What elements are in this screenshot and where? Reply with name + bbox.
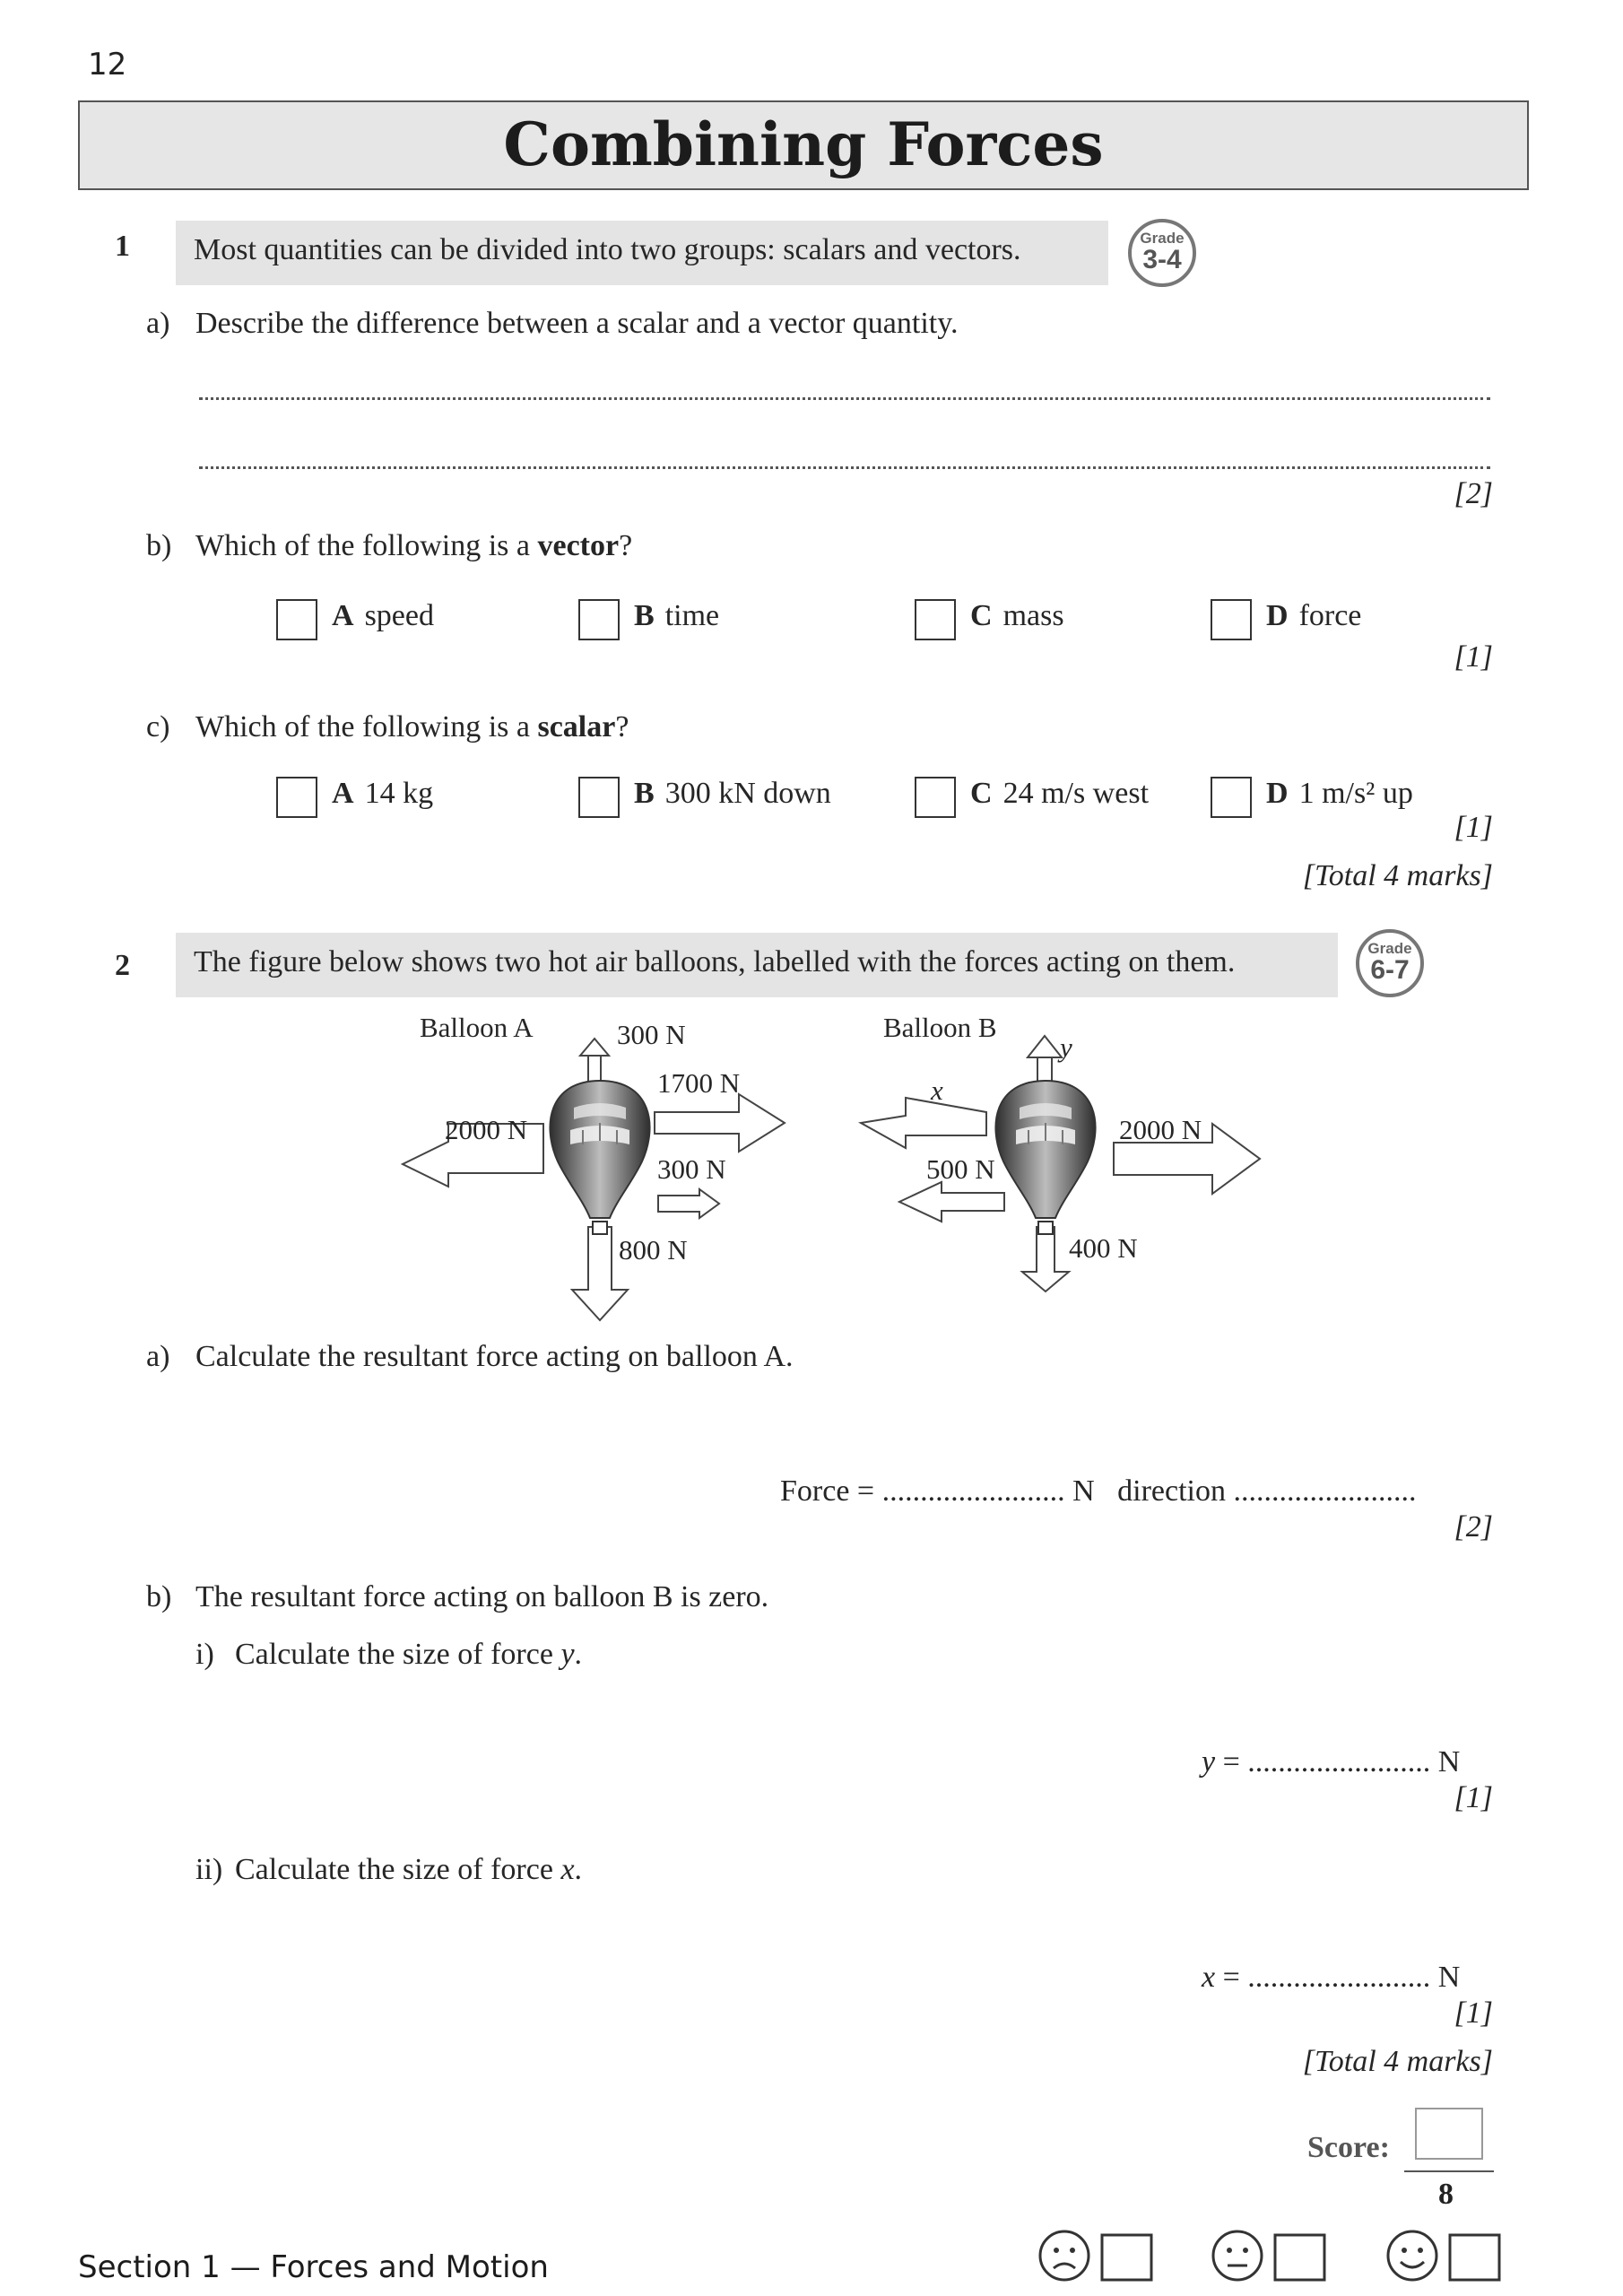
balloon-b-title: Balloon B xyxy=(883,1012,997,1043)
question-2-stem: The figure below shows two hot air balloons, labelled with the forces acting on them. xyxy=(176,933,1338,997)
option-text: 1 m/s² up xyxy=(1298,777,1413,810)
option-letter: C xyxy=(970,777,993,810)
q2a-marks: [2] xyxy=(1454,1510,1493,1544)
q1c-option-a xyxy=(332,777,433,811)
page-title: Combining Forces xyxy=(503,109,1104,179)
balloon-a-right-small-force: 300 N xyxy=(657,1153,726,1185)
answer-dots: ........................ xyxy=(1247,1745,1431,1779)
neutral-face-checkbox xyxy=(1275,2235,1324,2280)
option-letter: D xyxy=(1266,777,1289,810)
balloon-a-title: Balloon A xyxy=(420,1012,534,1043)
balloon-a-left-force: 2000 N xyxy=(445,1114,528,1145)
q1b-label: b) xyxy=(146,529,172,562)
page-number: 12 xyxy=(88,47,127,83)
sad-face-icon xyxy=(1040,2231,1089,2280)
option-letter: D xyxy=(1266,599,1289,632)
answer-line-2[interactable] xyxy=(199,466,1490,469)
answer-var: y xyxy=(1202,1745,1216,1779)
q1a-marks: [2] xyxy=(1454,477,1493,510)
arrow-up-y-head xyxy=(1028,1036,1062,1057)
q1a-label: a) xyxy=(146,307,170,340)
answer-eq: = xyxy=(1215,1745,1248,1779)
q1b-option-c xyxy=(970,599,1064,633)
q1c-option-d-checkbox[interactable] xyxy=(1211,777,1252,818)
option-text: time xyxy=(664,599,720,632)
happy-face-icon xyxy=(1388,2231,1436,2280)
q1c-option-b-checkbox[interactable] xyxy=(578,777,620,818)
q2b-i-marks: [1] xyxy=(1454,1781,1493,1814)
option-text: speed xyxy=(364,599,434,632)
q1b-option-c-checkbox[interactable] xyxy=(915,599,956,640)
q2b-i-label: i) xyxy=(195,1638,214,1671)
balloon-b-left-small-force: 500 N xyxy=(926,1153,995,1185)
q2a-text: Calculate the resultant force acting on balloon A. xyxy=(195,1340,794,1373)
q1c-option-d xyxy=(1266,777,1413,811)
q2b-ii-question xyxy=(235,1853,582,1887)
question-1-number: 1 xyxy=(115,230,130,263)
q1-total-marks: [Total 4 marks] xyxy=(1302,859,1493,892)
option-letter: A xyxy=(332,777,354,810)
arrow-right-300n xyxy=(658,1189,719,1218)
balloon-b-down-force: 400 N xyxy=(1069,1232,1138,1264)
confidence-rating xyxy=(1036,2224,1502,2287)
q1c-text-pre: Which of the following is a xyxy=(195,710,538,744)
neutral-face-icon xyxy=(1213,2231,1262,2280)
grade-label: Grade xyxy=(1367,940,1412,957)
force-label: Force = xyxy=(780,1474,882,1508)
q1c-option-b xyxy=(634,777,831,811)
score-label: Score: xyxy=(1307,2131,1390,2164)
q2b-label: b) xyxy=(146,1580,172,1613)
answer-unit: N xyxy=(1430,1745,1461,1779)
balloon-b-up-force: y xyxy=(1060,1031,1072,1063)
option-text: 300 kN down xyxy=(664,777,831,810)
option-letter: C xyxy=(970,599,993,632)
q1b-option-d xyxy=(1266,599,1361,633)
balloon-b-image xyxy=(995,1081,1095,1234)
force-unit: N xyxy=(1072,1474,1095,1508)
grade-label: Grade xyxy=(1140,230,1185,247)
answer-var: x xyxy=(1202,1961,1216,1994)
q1b-option-b-checkbox[interactable] xyxy=(578,599,620,640)
answer-line-1[interactable] xyxy=(199,397,1490,400)
option-text: force xyxy=(1298,599,1362,632)
option-letter: B xyxy=(634,777,655,810)
option-text: 24 m/s west xyxy=(1002,777,1150,810)
q1c-keyword: scalar xyxy=(537,710,616,744)
score-box[interactable] xyxy=(1415,2108,1483,2160)
balloon-b-right-force: 2000 N xyxy=(1119,1114,1202,1145)
q2b-ii-text-pre: Calculate the size of force xyxy=(235,1853,561,1886)
grade-range: 6-7 xyxy=(1370,955,1410,985)
q2b-ii-var: x xyxy=(560,1853,575,1886)
grade-range: 3-4 xyxy=(1142,245,1182,274)
answer-unit: N xyxy=(1430,1961,1461,1994)
q2b-ii-marks: [1] xyxy=(1454,1996,1493,2030)
q1b-option-d-checkbox[interactable] xyxy=(1211,599,1252,640)
balloon-a-right-large-force: 1700 N xyxy=(657,1067,741,1099)
score-divider xyxy=(1404,2170,1494,2172)
arrow-down-400n xyxy=(1022,1227,1069,1292)
q2a-answer-line[interactable] xyxy=(780,1474,1417,1509)
arrow-left-500n xyxy=(899,1182,1004,1222)
q1c-option-c xyxy=(970,777,1149,811)
q1b-text-pre: Which of the following is a xyxy=(195,529,538,562)
q2b-i-text-pre: Calculate the size of force xyxy=(235,1638,561,1671)
q1b-text-post: ? xyxy=(619,529,633,562)
q2b-ii-answer-line[interactable] xyxy=(1202,1961,1460,1995)
q2b-i-text-post: . xyxy=(574,1638,583,1671)
q1b-keyword: vector xyxy=(537,529,620,562)
q1a-text: Describe the difference between a scalar and a vector quantity. xyxy=(195,307,959,340)
balloon-a-image xyxy=(550,1081,649,1234)
question-2-number: 2 xyxy=(115,949,130,982)
q1c-marks: [1] xyxy=(1454,811,1493,844)
option-letter: B xyxy=(634,599,655,632)
q2b-text: The resultant force acting on balloon B is zero. xyxy=(195,1580,769,1613)
arrow-up-head xyxy=(580,1039,609,1056)
q2b-ii-label: ii) xyxy=(195,1853,223,1886)
footer-section: Section 1 — Forces and Motion xyxy=(78,2249,549,2285)
q2a-label: a) xyxy=(146,1340,170,1373)
q1b-marks: [1] xyxy=(1454,640,1493,674)
force-dots: ........................ xyxy=(881,1474,1065,1508)
happy-face-checkbox xyxy=(1450,2235,1499,2280)
q1c-label: c) xyxy=(146,710,170,744)
q1c-option-a-checkbox[interactable] xyxy=(276,777,317,818)
answer-dots: ........................ xyxy=(1247,1961,1431,1994)
q1b-option-a xyxy=(332,599,434,633)
q1b-question xyxy=(195,529,632,563)
grade-badge-q1 xyxy=(1128,219,1196,287)
answer-eq: = xyxy=(1215,1961,1248,1994)
balloon-a-down-force: 800 N xyxy=(619,1234,688,1265)
question-1-stem: Most quantities can be divided into two groups: scalars and vectors. xyxy=(176,221,1108,285)
q1c-text-post: ? xyxy=(615,710,629,744)
sad-face-checkbox xyxy=(1102,2235,1151,2280)
balloons-figure xyxy=(0,987,1623,1345)
q2b-i-question xyxy=(235,1638,582,1672)
title-bar xyxy=(78,100,1529,190)
q1c-option-c-checkbox[interactable] xyxy=(915,777,956,818)
direction-label: direction xyxy=(1117,1474,1234,1508)
q2b-ii-text-post: . xyxy=(574,1853,583,1886)
option-text: mass xyxy=(1002,599,1064,632)
balloon-a-up-force: 300 N xyxy=(617,1019,686,1050)
q2-total-marks: [Total 4 marks] xyxy=(1302,2045,1493,2078)
option-text: 14 kg xyxy=(364,777,434,810)
arrow-left-x xyxy=(861,1098,986,1148)
q1b-option-a-checkbox[interactable] xyxy=(276,599,317,640)
q1c-question xyxy=(195,710,629,744)
q2b-i-answer-line[interactable] xyxy=(1202,1745,1460,1779)
arrow-right-1700n xyxy=(655,1094,785,1152)
option-letter: A xyxy=(332,599,354,632)
q1b-option-b xyxy=(634,599,719,633)
balloon-b-left-large-force: x xyxy=(931,1074,943,1106)
q2b-i-var: y xyxy=(560,1638,575,1671)
direction-dots: ........................ xyxy=(1233,1474,1417,1508)
score-out-of: 8 xyxy=(1438,2178,1454,2211)
